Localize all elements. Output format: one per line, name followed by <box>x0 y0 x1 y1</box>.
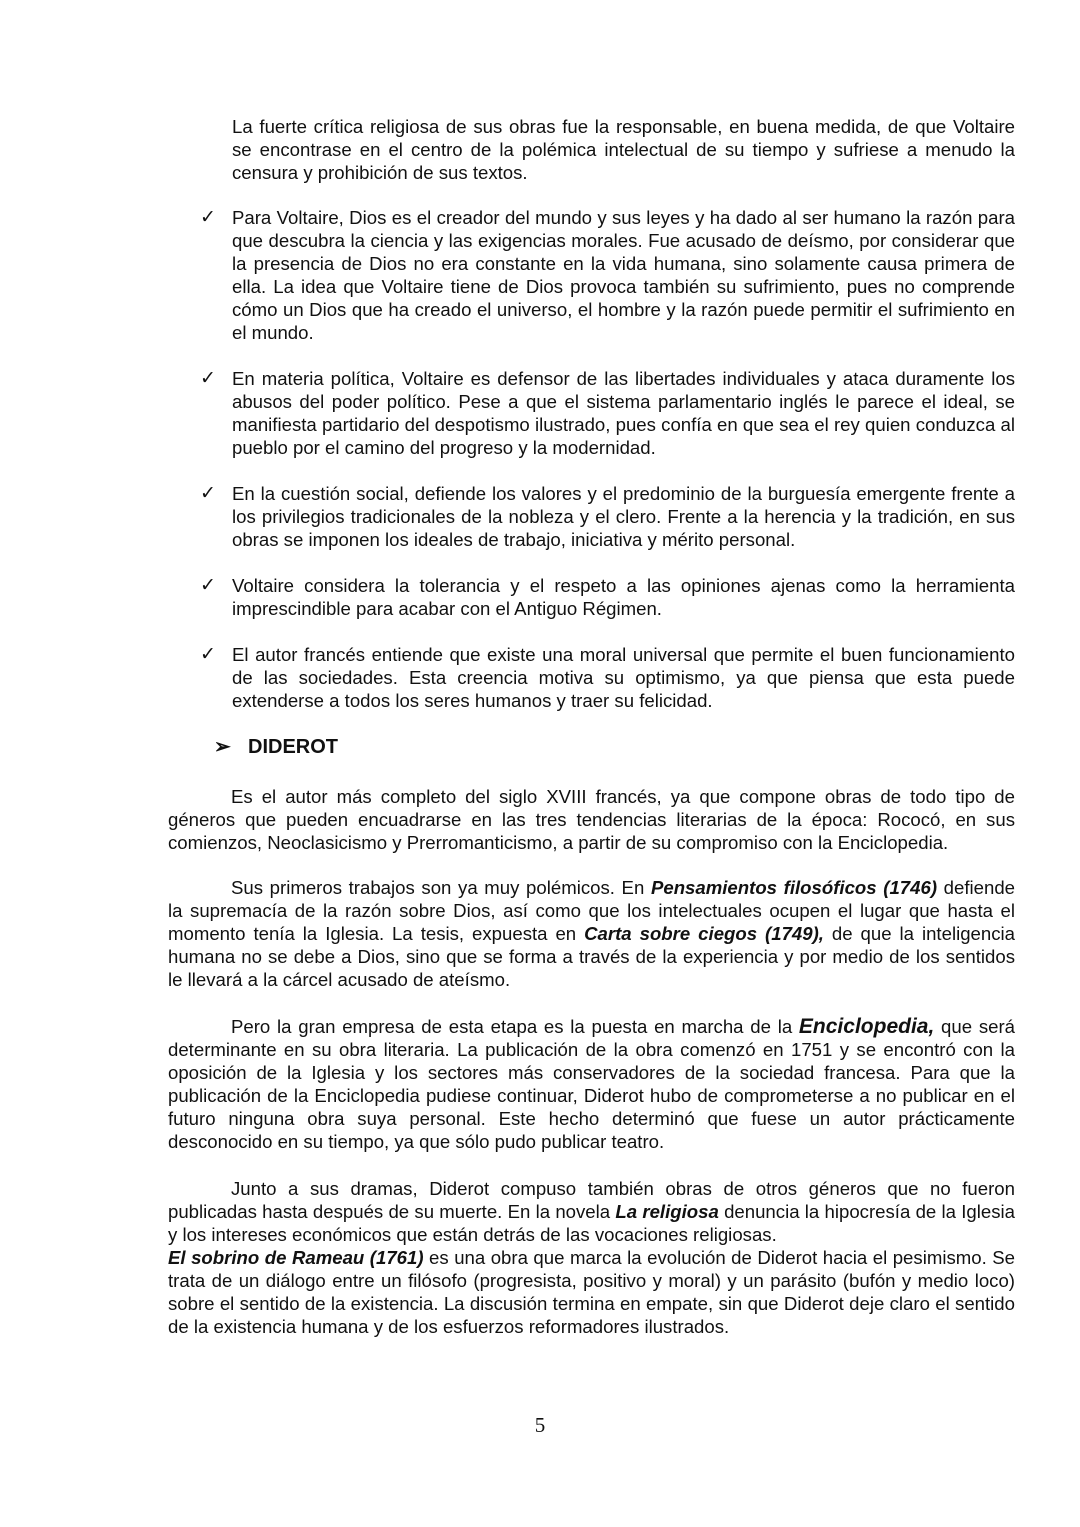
work-title: Enciclopedia, <box>798 1015 935 1038</box>
intro-paragraph: La fuerte crítica religiosa de sus obras fue la responsable, en buena medida, de que Voltaire se encontrase en el centro de la polémica intelectual de su tiempo y sufriese a menudo la censura y prohibición de sus textos. <box>232 116 1015 183</box>
text-run: defiende la supremacía de la razón sobre Dios, así como que los intelectuales ocupen el lugar que hasta el momento tenía la Iglesia. La tesis, expuesta en <box>168 877 1016 944</box>
paragraph: Es el autor más completo del siglo XVIII francés, ya que compone obras de todo tipo de géneros que pueden encuadrarse en las tres tendencias literarias de la época: Rococó, en sus comienzos, Neoclasicismo y Prerromanticismo, a partir de su compromiso con la Enciclopedia. <box>168 786 1015 853</box>
paragraph <box>168 876 1015 991</box>
bullet-item: Para Voltaire, Dios es el creador del mundo y sus leyes y ha dado al ser humano la razón para que descubra la ciencia y las exigencias morales. Fue acusado de deísmo, por considerar que la presencia de Dios no era constante en la vida humana, sino solamente causa primera de ella. La idea que Voltaire tiene de Dios provoca también su sufrimiento, pues no comprende cómo un Dios que ha creado el universo, el hombre y la razón puede permitir el sufrimiento en el mundo. <box>232 207 1015 343</box>
page-number: 5 <box>534 1413 546 1437</box>
paragraph <box>168 1246 1015 1338</box>
text-run: Junto a sus dramas, Diderot compuso también obras de otros géneros que no fueron publicadas hasta después de su muerte. En la novela <box>168 1178 1015 1222</box>
paragraph <box>168 1015 1015 1153</box>
bullet-item: Voltaire considera la tolerancia y el respeto a las opiniones ajenas como la herramienta imprescindible para acabar con el Antiguo Régimen. <box>232 575 1015 619</box>
work-title: Pensamientos filosóficos (1746) <box>650 877 938 898</box>
text-run: de que la inteligencia humana no se debe a Dios, sino que se forma a través de la experiencia y por medio de los sentidos le llevará a la cárcel acusado de ateísmo. <box>168 923 1015 990</box>
text-run: Sus primeros trabajos son ya muy polémicos. En <box>231 877 651 898</box>
check-mark-icon: ✓ <box>200 207 216 228</box>
bullet-item: En materia política, Voltaire es defensor de las libertades individuales y ataca duramente los abusos del poder político. Pese a que el sistema parlamentario inglés le parece el ideal, se manifiesta partidario del despotismo ilustrado, pues confía en que sea el rey quien conduzca al pueblo por el camino del progreso y la modernidad. <box>232 368 1015 458</box>
text-run: Pero la gran empresa de esta etapa es la puesta en marcha de la <box>231 1016 799 1037</box>
work-title: Carta sobre ciegos (1749), <box>584 923 824 944</box>
bullet-item: El autor francés entiende que existe una moral universal que permite el buen funcionamiento de las sociedades. Esta creencia motiva su optimismo, ya que piensa que esta puede extenderse a todos los seres humanos y traer su felicidad. <box>232 644 1015 711</box>
section-title: DIDEROT <box>248 736 338 758</box>
text-run: denuncia la hipocresía de la Iglesia y los intereses económicos que están detrás de las vocaciones religiosas. <box>168 1201 1015 1245</box>
work-title: La religiosa <box>615 1201 719 1222</box>
check-mark-icon: ✓ <box>200 368 216 389</box>
section-heading <box>214 734 338 760</box>
text-run: que será determinante en su obra literaria. La publicación de la obra comenzó en 1751 y se encontró con la oposición de la Iglesia y los sectores más conservadores de la sociedad francesa. Para que la publicación de la Enciclopedia pudiese continuar, Diderot hubo de comprometerse a no publicar en el futuro ninguna obra suya personal. Este hecho determinó que fuese un autor prácticamente desconocido en su tiempo, ya que sólo pudo publicar teatro. <box>168 1016 1015 1152</box>
bullet-item: En la cuestión social, defiende los valores y el predominio de la burguesía emergente frente a los privilegios tradicionales de la nobleza y el clero. Frente a la herencia y la tradición, en sus obras se imponen los ideales de trabajo, iniciativa y mérito personal. <box>232 483 1015 550</box>
check-mark-icon: ✓ <box>200 644 216 665</box>
arrow-bullet-icon: ➢ <box>214 736 231 758</box>
text-run: es una obra que marca la evolución de Diderot hacia el pesimismo. Se trata de un diálogo entre un filósofo (progresista, positivo y moral) y un parásito (bufón y medio loco) sobre el sentido de la existencia. La discusión termina en empate, sin que Diderot deje claro el sentido de la existencia humana y de los esfuerzos reformadores ilustrados. <box>168 1247 1015 1337</box>
check-mark-icon: ✓ <box>200 575 216 596</box>
work-title: El sobrino de Rameau (1761) <box>168 1247 424 1268</box>
check-mark-icon: ✓ <box>200 483 216 504</box>
paragraph <box>168 1177 1015 1246</box>
